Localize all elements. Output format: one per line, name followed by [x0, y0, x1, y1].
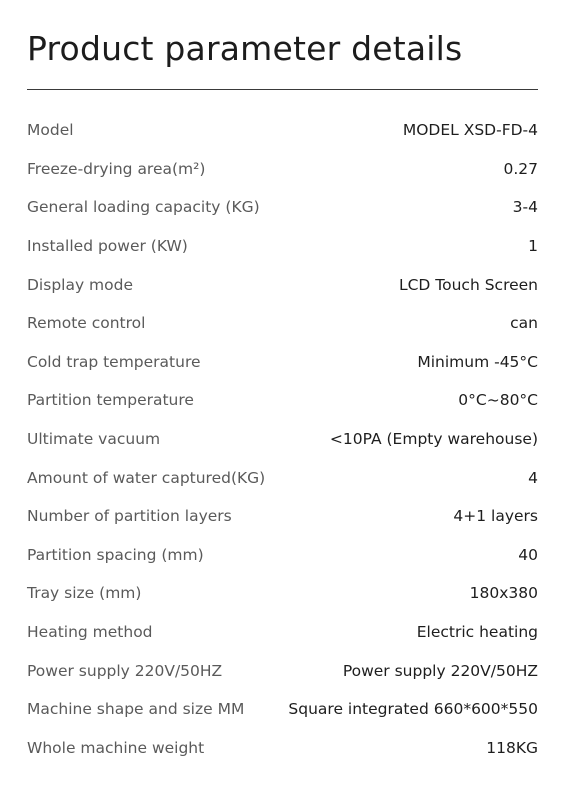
- parameter-row-model: [27, 111, 538, 150]
- parameter-row-freeze-drying-area: [27, 150, 538, 189]
- parameter-row-machine-shape-size: [27, 690, 538, 729]
- parameter-label: Installed power (KW): [27, 237, 188, 256]
- parameter-label: Remote control: [27, 314, 146, 333]
- parameter-label: Tray size (mm): [27, 584, 142, 603]
- parameter-list: [27, 111, 538, 767]
- parameter-value: 3-4: [512, 198, 538, 217]
- parameter-value: Power supply 220V/50HZ: [342, 661, 538, 680]
- parameter-value: 4+1 layers: [453, 507, 538, 526]
- parameter-value: Square integrated 660*600*550: [288, 700, 538, 719]
- parameter-label: Partition temperature: [27, 391, 194, 410]
- parameter-label: Model: [27, 121, 74, 140]
- parameter-value: <10PA (Empty warehouse): [329, 430, 538, 449]
- parameter-row-partition-spacing: [27, 536, 538, 575]
- parameter-row-machine-weight: [27, 729, 538, 768]
- parameter-value: 180x380: [469, 584, 538, 603]
- parameter-label: Cold trap temperature: [27, 352, 201, 371]
- parameter-value: 1: [528, 237, 538, 256]
- parameter-row-display-mode: [27, 265, 538, 304]
- parameter-label: Machine shape and size MM: [27, 700, 245, 719]
- parameter-label: Amount of water captured(KG): [27, 468, 266, 487]
- parameter-value: can: [510, 314, 538, 333]
- parameter-row-heating-method: [27, 613, 538, 652]
- parameter-row-power-supply: [27, 651, 538, 690]
- parameter-label: Heating method: [27, 623, 153, 642]
- parameter-row-loading-capacity: [27, 188, 538, 227]
- parameter-row-tray-size: [27, 574, 538, 613]
- parameter-label: General loading capacity (KG): [27, 198, 260, 217]
- parameter-value: MODEL XSD-FD-4: [402, 121, 538, 140]
- parameter-value: 0°C~80°C: [458, 391, 538, 410]
- parameter-row-partition-temperature: [27, 381, 538, 420]
- parameter-label: Partition spacing (mm): [27, 545, 204, 564]
- parameter-label: Power supply 220V/50HZ: [27, 661, 223, 680]
- parameter-label: Number of partition layers: [27, 507, 232, 526]
- parameter-value: 40: [518, 545, 538, 564]
- parameter-row-cold-trap-temperature: [27, 343, 538, 382]
- parameter-row-partition-layers: [27, 497, 538, 536]
- parameter-value: Minimum -45°C: [417, 352, 538, 371]
- parameter-row-water-captured: [27, 458, 538, 497]
- parameter-value: Electric heating: [416, 623, 538, 642]
- parameter-row-remote-control: [27, 304, 538, 343]
- parameter-value: 0.27: [503, 159, 538, 178]
- parameter-label: Whole machine weight: [27, 738, 205, 757]
- parameter-label: Ultimate vacuum: [27, 430, 161, 449]
- parameter-row-ultimate-vacuum: [27, 420, 538, 459]
- parameter-label: Freeze-drying area(m²): [27, 159, 206, 178]
- parameter-label: Display mode: [27, 275, 134, 294]
- parameter-row-installed-power: [27, 227, 538, 266]
- page-title: Product parameter details: [27, 29, 463, 68]
- title-divider: [27, 89, 538, 90]
- parameter-value: 118KG: [486, 738, 538, 757]
- parameter-value: 4: [528, 468, 538, 487]
- parameter-value: LCD Touch Screen: [398, 275, 538, 294]
